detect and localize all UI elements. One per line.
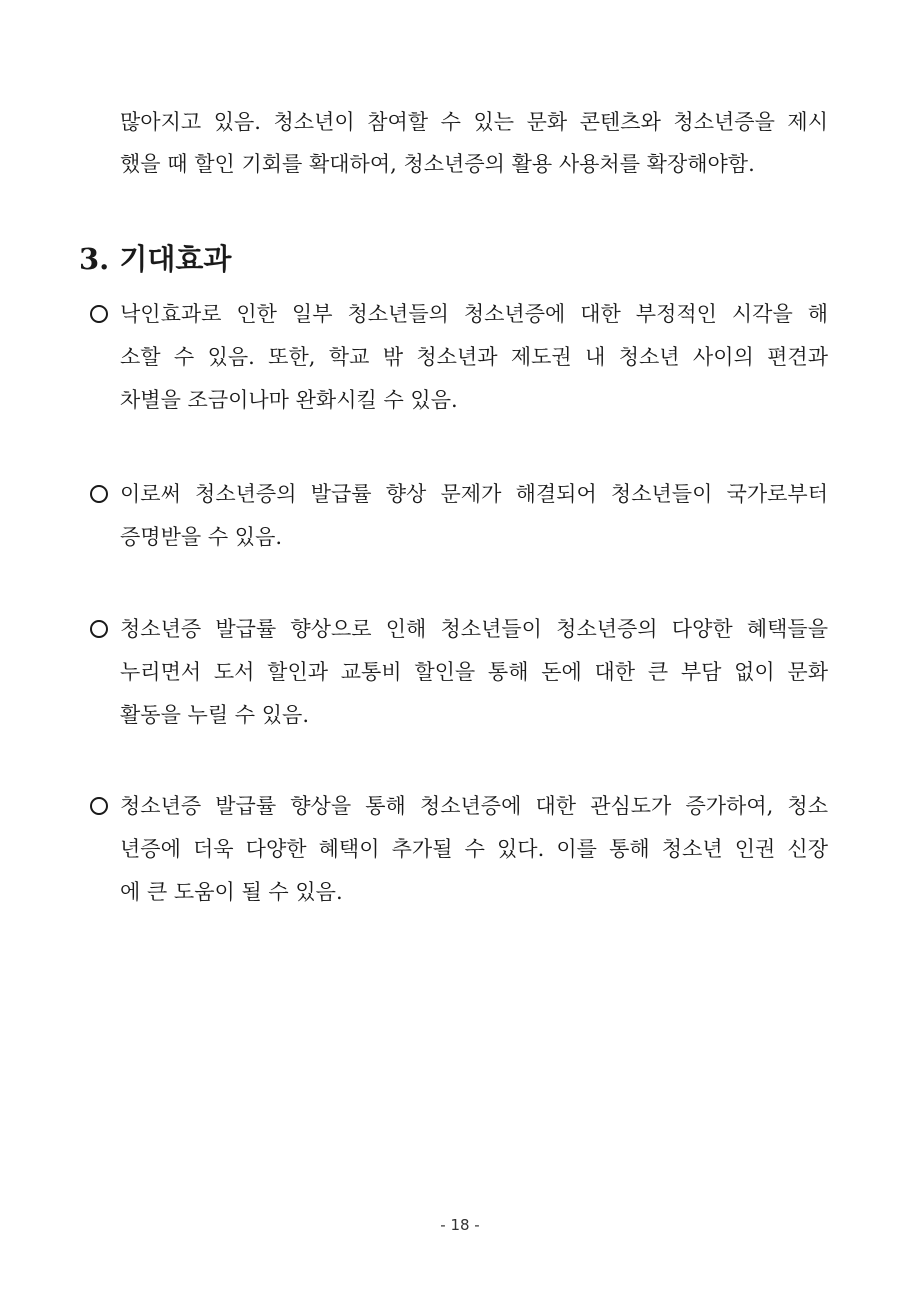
circle-bullet-icon [88, 792, 110, 820]
page-number: - 18 - [440, 1216, 480, 1234]
item-1-line-1: 낙인효과로 인한 일부 청소년들의 청소년증에 대한 부정적인 시각을 해 [120, 302, 828, 326]
item-4-line-2: 년증에 더욱 다양한 혜택이 추가될 수 있다. 이를 통해 청소년 인권 신장 [120, 837, 828, 861]
item-3-line-3: 활동을 누릴 수 있음. [120, 703, 309, 727]
circle-bullet-icon [88, 615, 110, 643]
circle-bullet-icon [88, 300, 110, 328]
item-3-line-2: 누리면서 도서 할인과 교통비 할인을 통해 돈에 대한 큰 부담 없이 문화 [120, 660, 828, 684]
item-4-line-1: 청소년증 발급률 향상을 통해 청소년증에 대한 관심도가 증가하여, 청소 [120, 794, 828, 818]
intro-line-1: 많아지고 있음. 청소년이 참여할 수 있는 문화 콘텐츠와 청소년증을 제시 [120, 110, 828, 134]
item-2-line-1: 이로써 청소년증의 발급률 향상 문제가 해결되어 청소년들이 국가로부터 [120, 482, 828, 506]
section-heading: 3. 기대효과 [79, 242, 232, 276]
item-1-line-3: 차별을 조금이나마 완화시킬 수 있음. [120, 388, 458, 412]
circle-bullet-icon [88, 480, 110, 508]
item-1-line-2: 소할 수 있음. 또한, 학교 밖 청소년과 제도권 내 청소년 사이의 편견과 [120, 345, 828, 369]
intro-line-2: 했을 때 할인 기회를 확대하여, 청소년증의 활용 사용처를 확장해야함. [120, 152, 755, 176]
item-3-line-1: 청소년증 발급률 향상으로 인해 청소년들이 청소년증의 다양한 혜택들을 [120, 617, 828, 641]
item-4-line-3: 에 큰 도움이 될 수 있음. [120, 880, 343, 904]
item-2-line-2: 증명받을 수 있음. [120, 525, 283, 549]
